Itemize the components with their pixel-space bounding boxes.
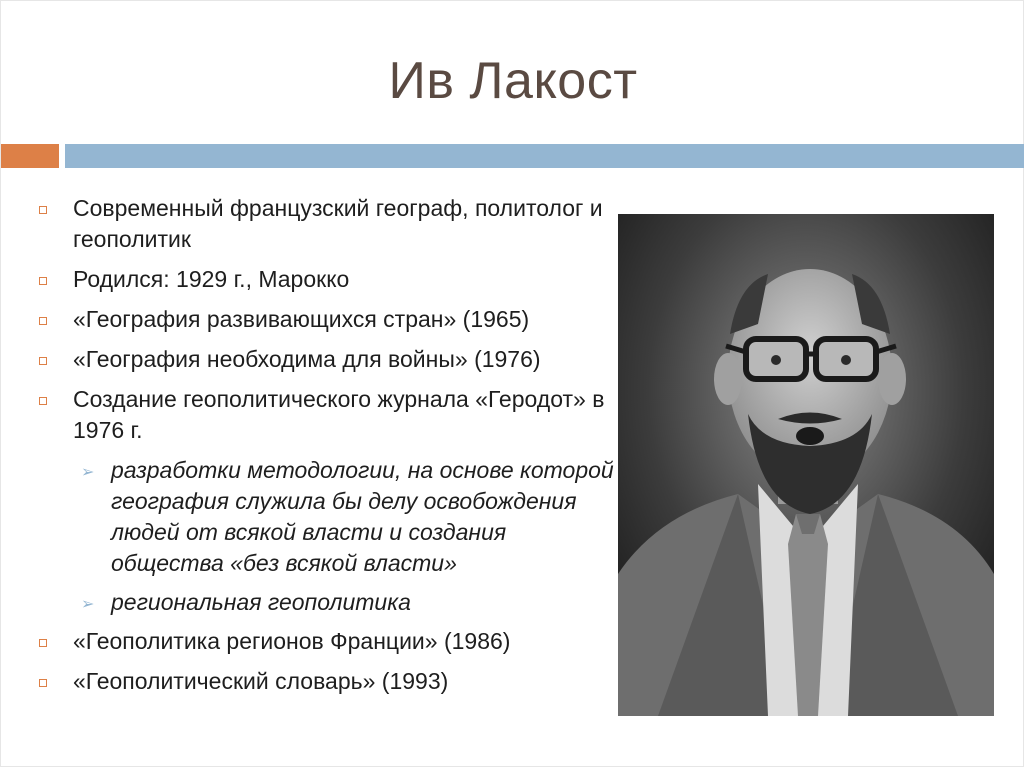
list-item bbox=[39, 344, 614, 375]
list-item-text: «Геополитический словарь» (1993) bbox=[73, 668, 449, 694]
square-bullet-icon bbox=[39, 397, 47, 405]
sub-list-item bbox=[39, 455, 614, 579]
list-item-text: «География необходима для войны» (1976) bbox=[73, 346, 541, 372]
list-item bbox=[39, 193, 614, 255]
portrait-illustration bbox=[618, 214, 994, 716]
square-bullet-icon bbox=[39, 206, 47, 214]
list-item-text: «География развивающихся стран» (1965) bbox=[73, 306, 530, 332]
portrait-photo bbox=[618, 214, 994, 716]
square-bullet-icon bbox=[39, 357, 47, 365]
slide-title: Ив Лакост bbox=[388, 52, 638, 110]
list-item bbox=[39, 264, 614, 295]
square-bullet-icon bbox=[39, 317, 47, 325]
list-item bbox=[39, 304, 614, 335]
accent-bar-blue bbox=[65, 144, 1024, 168]
arrow-bullet-icon: ➢ bbox=[81, 464, 95, 481]
list-item-text: Создание геополитического журнала «Геродот» в 1976 г. bbox=[73, 386, 605, 443]
list-item-text: «Геополитика регионов Франции» (1986) bbox=[73, 628, 511, 654]
square-bullet-icon bbox=[39, 639, 47, 647]
arrow-bullet-icon: ➢ bbox=[81, 596, 95, 613]
list-item bbox=[39, 384, 614, 446]
sub-list-item bbox=[39, 587, 614, 618]
list-item-text: Родился: 1929 г., Марокко bbox=[73, 266, 350, 292]
sub-list-item-text: разработки методологии, на основе которой география служила бы делу освобождения людей от всякой власти и создания общества «без всякой власти» bbox=[111, 457, 614, 576]
accent-bar-orange bbox=[1, 144, 59, 168]
sub-list-item-text: региональная геополитика bbox=[111, 589, 411, 615]
list-item-text: Современный французский географ, политолог и геополитик bbox=[73, 195, 603, 252]
square-bullet-icon bbox=[39, 679, 47, 687]
list-item bbox=[39, 666, 614, 697]
list-item bbox=[39, 626, 614, 657]
square-bullet-icon bbox=[39, 277, 47, 285]
bullet-list bbox=[39, 193, 614, 706]
